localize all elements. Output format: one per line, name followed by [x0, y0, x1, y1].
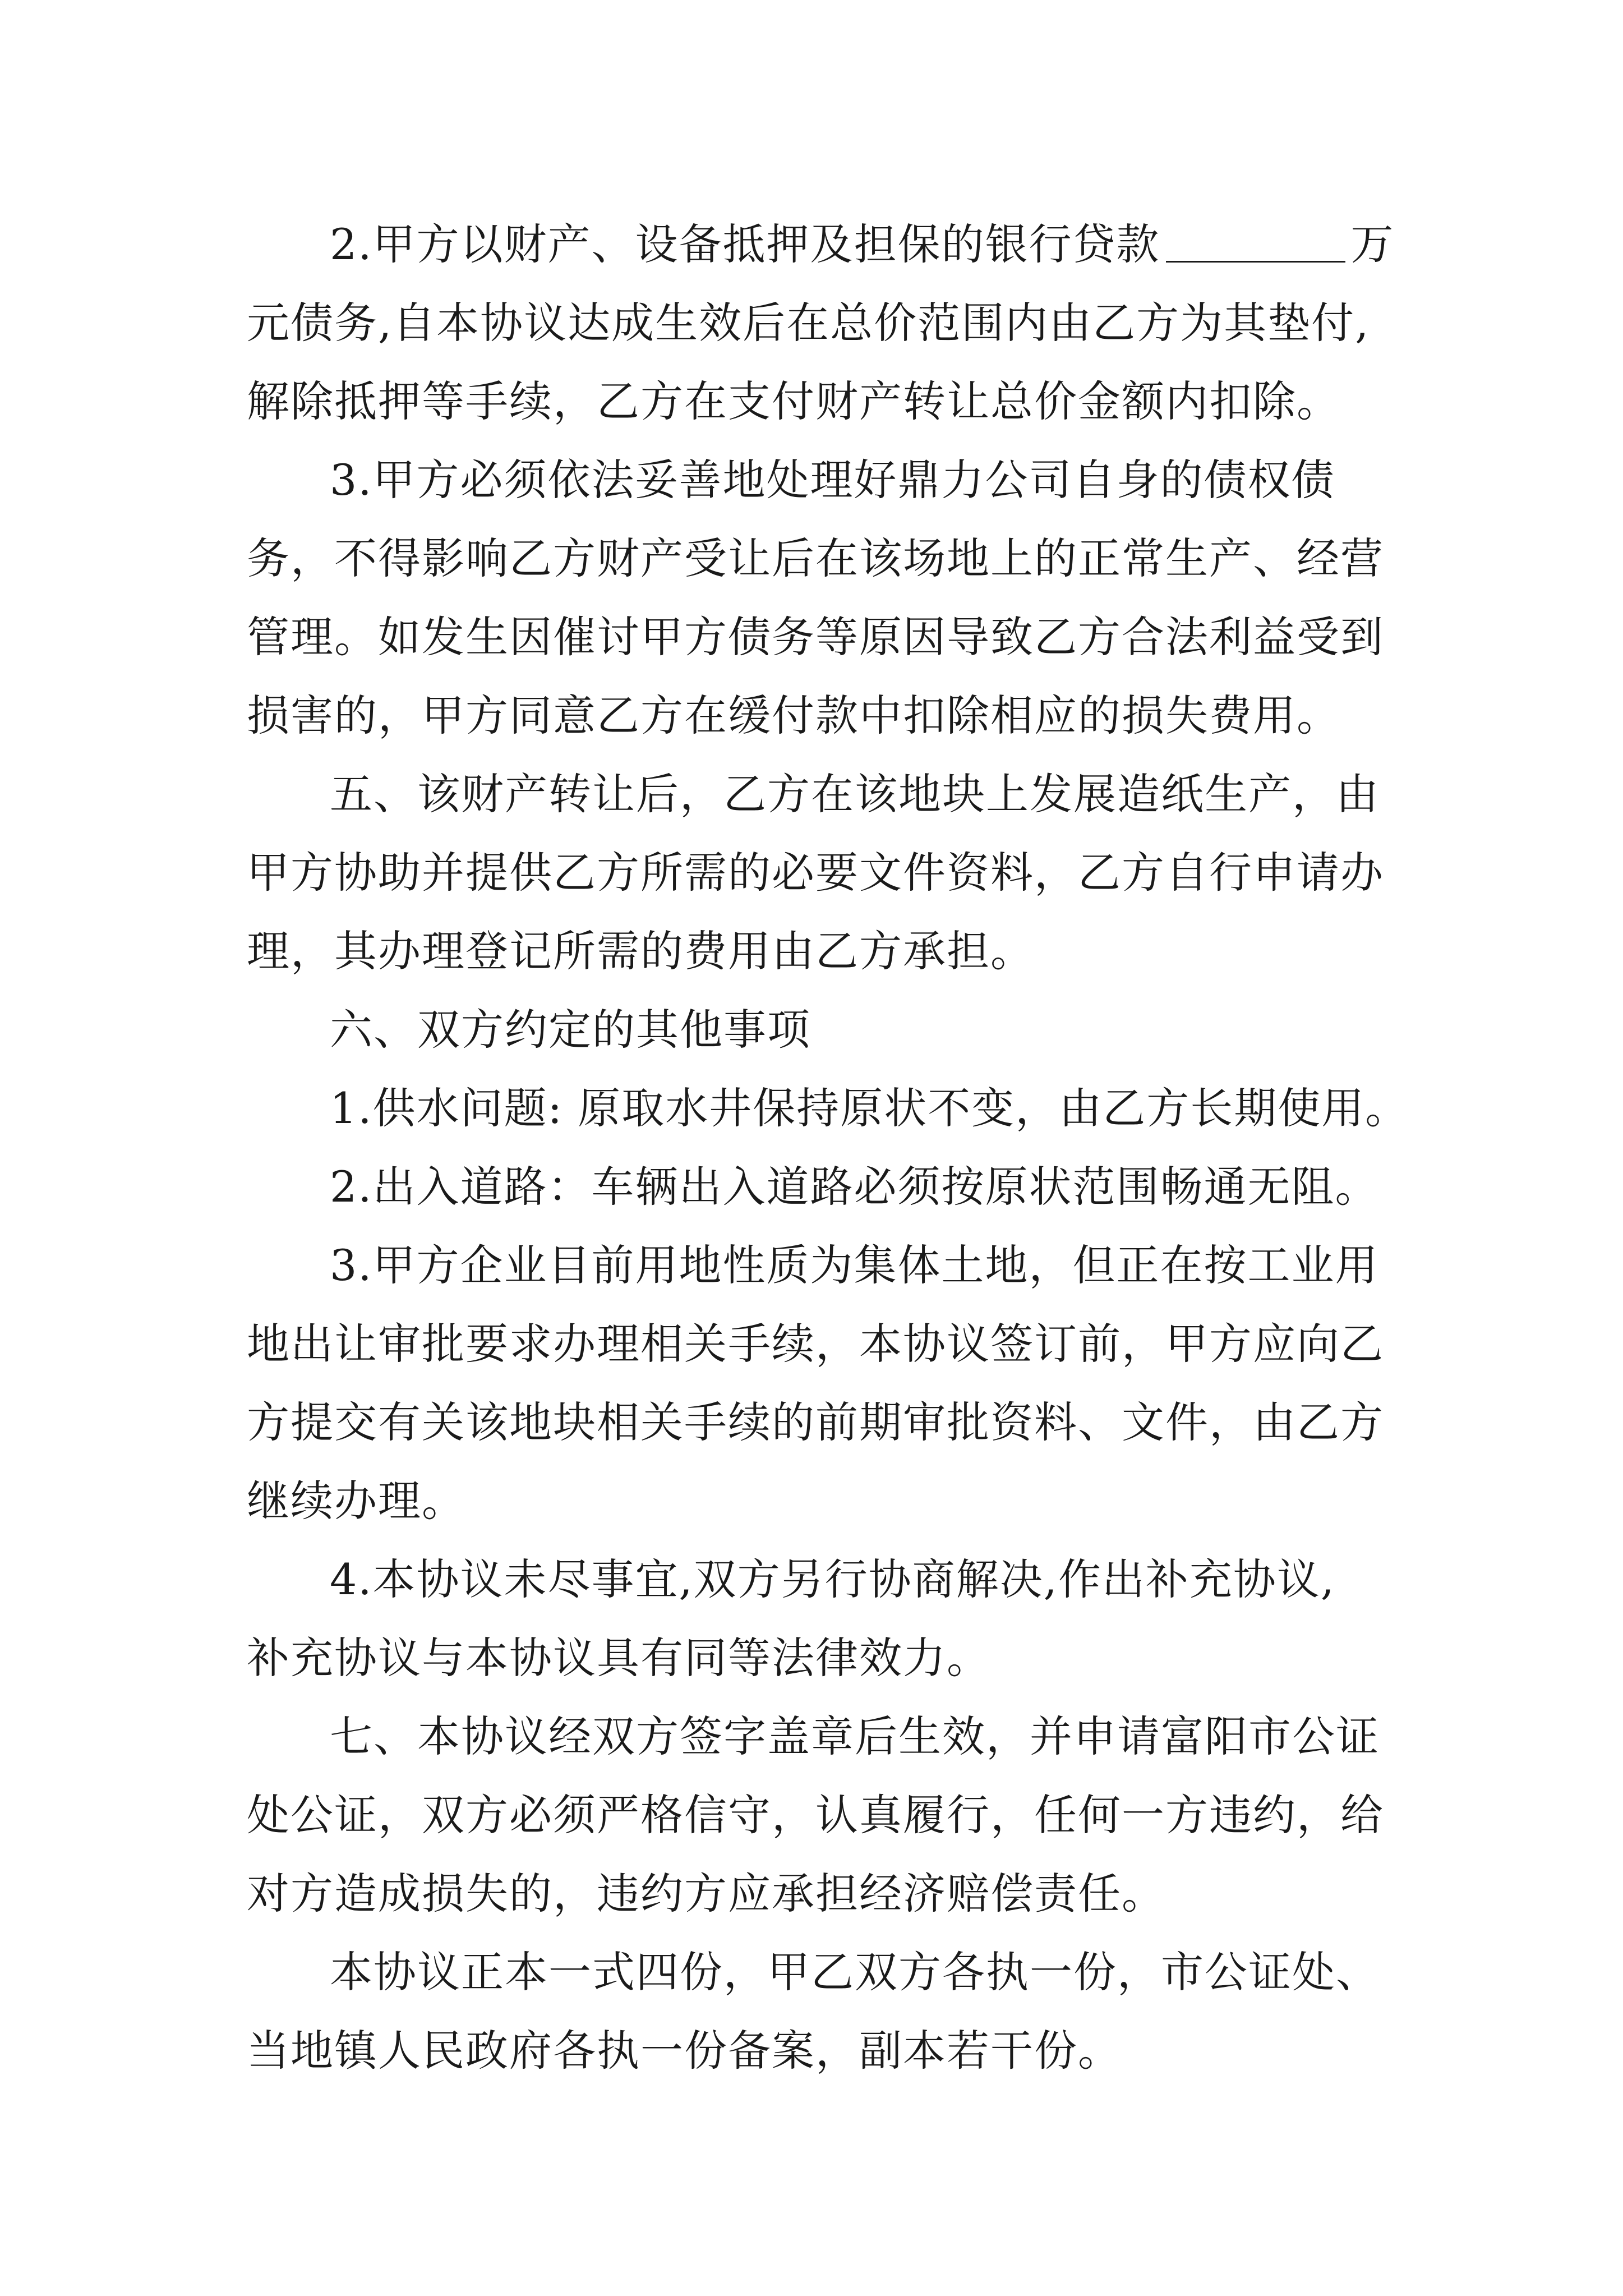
text-line: 2.出入道路：车辆出入道路必须按原状范围畅通无阻。 [330, 1162, 1379, 1212]
text-line: 务，不得影响乙方财产受让后在该场地上的正常生产、经营 [247, 533, 1384, 583]
paragraph-section-five [247, 755, 1391, 991]
text-segment: 万 [1350, 219, 1395, 269]
paragraph-land-use [247, 1226, 1391, 1540]
fill-in-blank [1166, 227, 1345, 263]
text-line: 解除抵押等手续，乙方在支付财产转让总价金额内扣除。 [247, 376, 1340, 426]
text-line: 3.甲方必须依法妥善地处理好鼎力公司自身的债权债 [330, 455, 1335, 505]
text-line: 管理。如发生因催讨甲方债务等原因导致乙方合法利益受到 [247, 612, 1384, 662]
text-line: 本协议正本一式四份，甲乙双方各执一份，市公证处、 [330, 1947, 1380, 1997]
paragraph-section-seven [247, 1697, 1391, 1933]
text-line: 补充协议与本协议具有同等法律效力。 [247, 1633, 990, 1683]
text-line: 对方造成损失的，违约方应承担经济赔偿责任。 [247, 1869, 1165, 1918]
text-line: 处公证，双方必须严格信守，认真履行，任何一方违约，给 [247, 1790, 1384, 1840]
paragraph-section-six-heading [247, 991, 1391, 1069]
document-body [247, 205, 1409, 2090]
text-line: 当地镇人民政府各执一份备案，副本若干份。 [247, 2026, 1122, 2076]
text-line: 继续办理。 [247, 1476, 465, 1526]
paragraph-copies [247, 1933, 1391, 2090]
text-line: 1.供水问题: 原取水井保持原状不变，由乙方长期使用。 [330, 1083, 1409, 1133]
text-line: 地出让审批要求办理相关手续，本协议签订前，甲方应向乙 [247, 1319, 1384, 1369]
text-line: 元债务,自本协议达成生效后在总价范围内由乙方为其垫付, [247, 298, 1370, 348]
text-line: 六、双方约定的其他事项 [330, 1005, 811, 1055]
text-line: 五、该财产转让后，乙方在该地块上发展造纸生产，由 [330, 769, 1380, 819]
text-line: 七、本协议经双方签字盖章后生效，并申请富阳市公证 [330, 1711, 1380, 1761]
text-line: 方提交有关该地块相关手续的前期审批资料、文件，由乙方 [247, 1397, 1384, 1447]
paragraph-debt-handling [247, 441, 1391, 755]
paragraph-access-road [247, 1148, 1391, 1226]
text-segment: 2.甲方以财产、设备抵押及担保的银行贷款 [330, 219, 1160, 269]
text-line: 3.甲方企业目前用地性质为集体土地，但正在按工业用 [330, 1240, 1379, 1290]
text-line: 甲方协助并提供乙方所需的必要文件资料，乙方自行申请办 [247, 848, 1384, 898]
text-line: 损害的，甲方同意乙方在缓付款中扣除相应的损失费用。 [247, 691, 1340, 740]
paragraph-bank-loan [247, 205, 1395, 441]
paragraph-water-supply [247, 1069, 1409, 1148]
paragraph-supplementary [247, 1540, 1391, 1697]
text-line: 4.本协议未尽事宜,双方另行协商解决,作出补充协议, [330, 1554, 1335, 1604]
text-line: 理，其办理登记所需的费用由乙方承担。 [247, 926, 1034, 976]
text-line [247, 205, 1395, 284]
